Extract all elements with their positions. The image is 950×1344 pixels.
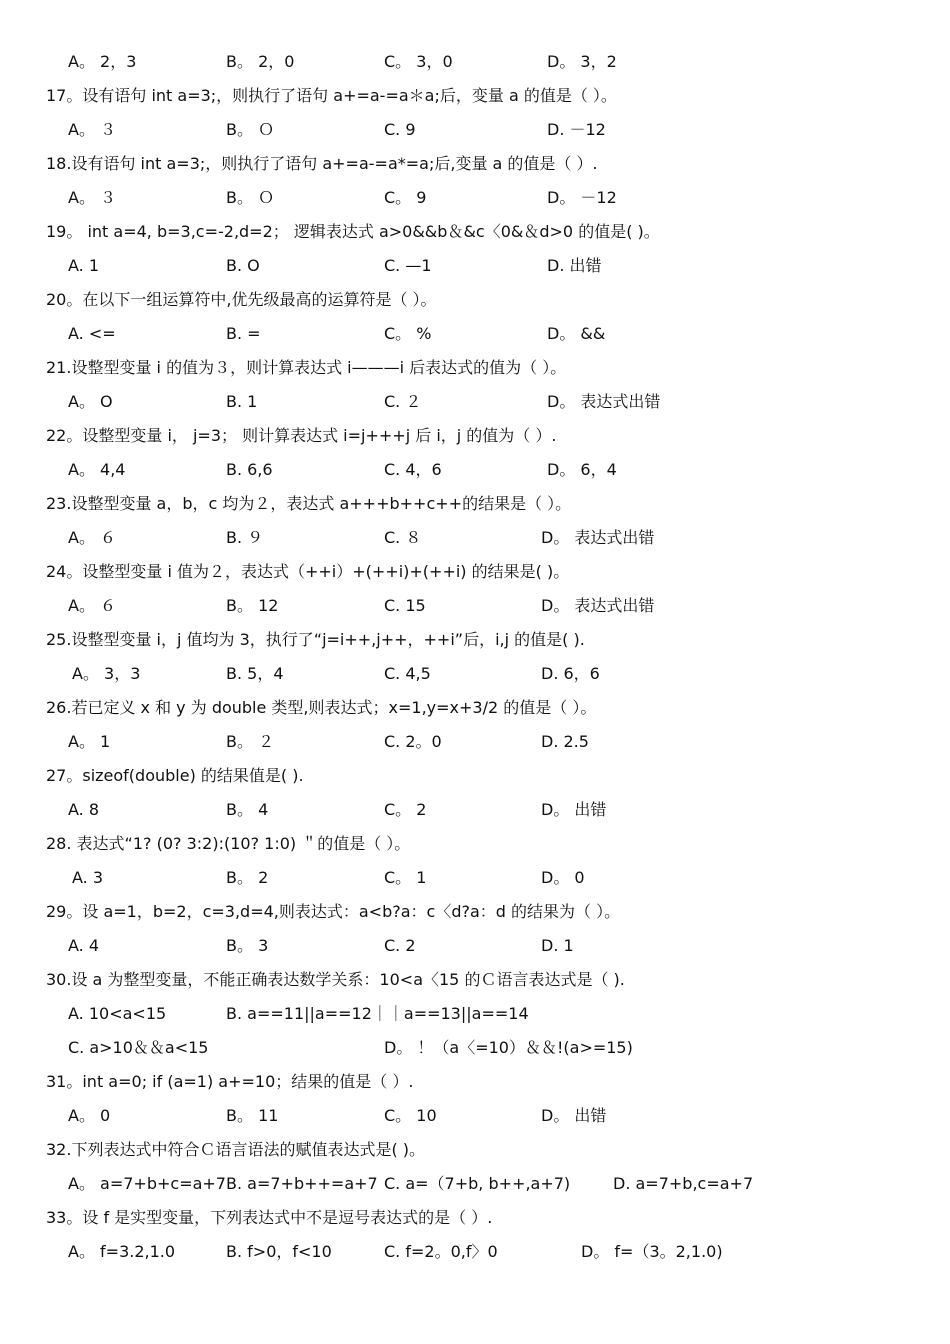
option-c: C。 %: [384, 324, 432, 343]
question-text: 20。在以下一组运算符中,优先级最高的运算符是（ ）。: [46, 290, 437, 309]
option-d: D。 表达式出错: [547, 392, 661, 411]
option-c: C. a=（7+b, b++,a+7): [384, 1174, 571, 1193]
option-c: C. ２: [384, 392, 422, 411]
options-line: [0, 385, 950, 419]
option-b: D。 ！（a〈=10）＆＆!(a>=15): [384, 1038, 633, 1057]
question-text: 29。设 a=1，b=2，c=3,d=4,则表达式：a<b?a：c〈d?a：d 的结果为（ ）。: [46, 902, 621, 921]
option-c: C。 2: [384, 800, 427, 819]
option-b: B. O: [226, 256, 260, 275]
option-a: A。 ６: [68, 596, 117, 615]
option-c: C. 9: [384, 120, 416, 139]
question-line: [0, 623, 950, 657]
option-c: C。 9: [384, 188, 427, 207]
question-text: 17。设有语句 int a=3;，则执行了语句 a+=a-=a＊a;后，变量 a 的值是（ ）。: [46, 86, 617, 105]
option-a: A。 1: [68, 732, 111, 751]
question-text: 26.若已定义 x 和 y 为 double 类型,则表达式；x=1,y=x+3/2 的值是（ ）。: [46, 698, 597, 717]
option-a: A。 ３: [68, 188, 117, 207]
option-d: D。 &&: [547, 324, 606, 343]
options-line: [0, 1167, 950, 1201]
question-line: [0, 555, 950, 589]
option-d: D。 6，4: [547, 460, 617, 479]
option-c: C. ８: [384, 528, 422, 547]
option-d: D. 出错: [547, 256, 602, 275]
question-line: [0, 147, 950, 181]
option-c: C。 1: [384, 868, 427, 887]
options-line: [0, 45, 950, 79]
option-b: B。 12: [226, 596, 279, 615]
options-line: [0, 113, 950, 147]
option-d: D。 出错: [541, 800, 607, 819]
option-a: C. a>10＆＆a<15: [68, 1038, 209, 1057]
question-text: 24。设整型变量 i 值为２，表达式（++i）+(++i)+(++i) 的结果是( )。: [46, 562, 570, 581]
question-line: [0, 759, 950, 793]
option-b: B. 5，4: [226, 664, 284, 683]
option-a: A。 f=3.2,1.0: [68, 1242, 176, 1261]
question-text: 31。int a=0; if (a=1) a+=10；结果的值是（ ）.: [46, 1072, 414, 1091]
question-text: 18.设有语句 int a=3;，则执行了语句 a+=a-=a*=a;后,变量 a 的值是（ ）.: [46, 154, 598, 173]
question-text: 32.下列表达式中符合Ｃ语言语法的赋值表达式是( )。: [46, 1140, 426, 1159]
options-line: [0, 861, 950, 895]
question-text: 22。设整型变量 i， j=3； 则计算表达式 i=j+++j 后 i，j 的值为（ ）.: [46, 426, 557, 445]
option-b: B. 1: [226, 392, 258, 411]
question-line: [0, 1201, 950, 1235]
question-line: [0, 827, 950, 861]
option-b: B。 2，0: [226, 52, 295, 71]
question-line: [0, 283, 950, 317]
options-line: [0, 1235, 950, 1269]
option-c: C。 3，0: [384, 52, 453, 71]
question-line: [0, 963, 950, 997]
option-c: C. 15: [384, 596, 426, 615]
option-a: A. 1: [68, 256, 100, 275]
options-line: [0, 725, 950, 759]
options-line: [0, 249, 950, 283]
option-d: D. 2.5: [541, 732, 589, 751]
option-b: B. f>0，f<10: [226, 1242, 332, 1261]
options-line: [0, 521, 950, 555]
option-b: B。 11: [226, 1106, 279, 1125]
option-b: B。 2: [226, 868, 269, 887]
option-d: D。 0: [541, 868, 585, 887]
options-line: [0, 181, 950, 215]
option-a: A。 0: [68, 1106, 111, 1125]
question-line: [0, 691, 950, 725]
option-b: B. 6,6: [226, 460, 273, 479]
options-line: [0, 657, 950, 691]
option-d: D. 1: [541, 936, 574, 955]
option-b: B. ９: [226, 528, 264, 547]
option-d: D。 表达式出错: [541, 596, 655, 615]
option-b: B。 ２: [226, 732, 275, 751]
question-text: 33。设 f 是实型变量，下列表达式中不是逗号表达式的是（ ）.: [46, 1208, 493, 1227]
options-line: [0, 453, 950, 487]
question-text: 30.设 a 为整型变量，不能正确表达数学关系：10<a〈15 的Ｃ语言表达式是（ ).: [46, 970, 625, 989]
options-line: [0, 793, 950, 827]
option-c: C. 2: [384, 936, 416, 955]
option-a: A. 10<a<15: [68, 1004, 167, 1023]
option-a: A。 2，3: [68, 52, 137, 71]
question-line: [0, 215, 950, 249]
option-d: D。 表达式出错: [541, 528, 655, 547]
question-text: 19。 int a=4, b=3,c=-2,d=2； 逻辑表达式 a>0&&b＆&c〈0&＆d>0 的值是( )。: [46, 222, 660, 241]
option-b: B. a==11||a==12｜｜a==13||a==14: [226, 1004, 529, 1023]
option-c: C. 4，6: [384, 460, 442, 479]
option-d: D。 出错: [541, 1106, 607, 1125]
question-line: [0, 1133, 950, 1167]
question-line: [0, 351, 950, 385]
option-b: B。 3: [226, 936, 269, 955]
option-a: A。 a=7+b+c=a+7: [68, 1174, 226, 1193]
question-line: [0, 79, 950, 113]
option-d: D。 f=（3。2,1.0): [581, 1242, 723, 1261]
question-text: 27。sizeof(double) 的结果值是( ).: [46, 766, 304, 785]
question-text: 23.设整型变量 a，b，c 均为２，表达式 a+++b++c++的结果是（ ）。: [46, 494, 572, 513]
option-a: A。 O: [68, 392, 113, 411]
option-d: D。 －12: [547, 188, 617, 207]
question-text: 21.设整型变量 i 的值为３，则计算表达式 i———i 后表达式的值为（ ）。: [46, 358, 567, 377]
option-a: A. 8: [68, 800, 100, 819]
option-d: D. －12: [547, 120, 606, 139]
options-line: [0, 1031, 950, 1065]
options-line: [0, 1099, 950, 1133]
option-a: A。 ３: [68, 120, 117, 139]
question-text: 28. 表达式“1? (0? 3:2):(10? 1:0) ＂的值是（ ）。: [46, 834, 411, 853]
option-c: C. —1: [384, 256, 432, 275]
option-d: D。 3，2: [547, 52, 617, 71]
option-d: D. 6，6: [541, 664, 600, 683]
options-line: [0, 589, 950, 623]
option-a: A。 4,4: [68, 460, 126, 479]
option-c: C。 10: [384, 1106, 437, 1125]
option-a: A. 4: [68, 936, 100, 955]
options-line: [0, 997, 950, 1031]
option-b: B。 4: [226, 800, 269, 819]
option-d: D. a=7+b,c=a+7: [613, 1174, 754, 1193]
question-line: [0, 895, 950, 929]
option-a: A. <=: [68, 324, 116, 343]
question-line: [0, 1065, 950, 1099]
question-text: 25.设整型变量 i，j 值均为 3，执行了“j=i++,j++，++i”后，i,j 的值是( ).: [46, 630, 585, 649]
options-line: [0, 317, 950, 351]
option-c: C. 2。0: [384, 732, 442, 751]
question-line: [0, 419, 950, 453]
option-a: A. 3: [72, 868, 104, 887]
option-a: A。 3，3: [72, 664, 141, 683]
question-line: [0, 487, 950, 521]
option-b: B。 Ｏ: [226, 188, 275, 207]
option-b: B. a=7+b++=a+7: [226, 1174, 378, 1193]
options-line: [0, 929, 950, 963]
option-a: A。 ６: [68, 528, 117, 547]
option-c: C. f=2。0,f〉0: [384, 1242, 498, 1261]
option-c: C. 4,5: [384, 664, 431, 683]
option-b: B。 Ｏ: [226, 120, 275, 139]
option-b: B. =: [226, 324, 261, 343]
